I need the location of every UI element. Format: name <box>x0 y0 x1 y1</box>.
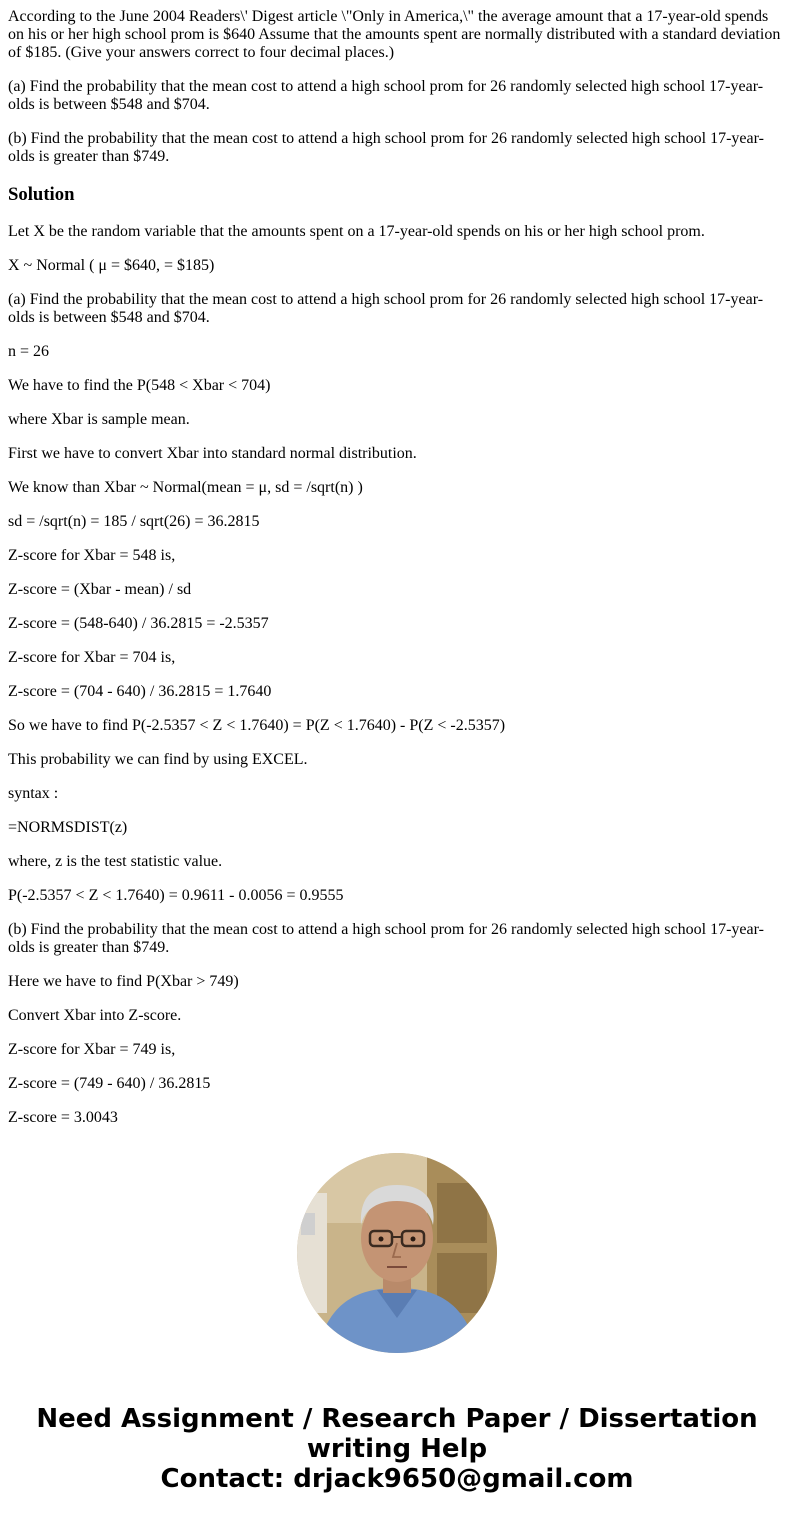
question-part-b: (b) Find the probability that the mean cost to attend a high school prom for 26 randomly selected high school 17-year-olds is greater than $749. <box>8 130 764 165</box>
solution-line: We have to find the P(548 < Xbar < 704) <box>8 377 271 394</box>
solution-line: First we have to convert Xbar into standard normal distribution. <box>8 445 417 462</box>
solution-line: Z-score for Xbar = 704 is, <box>8 649 176 666</box>
solution-line: n = 26 <box>8 343 50 360</box>
solution-line: syntax : <box>8 785 59 802</box>
question-part-a: (a) Find the probability that the mean cost to attend a high school prom for 26 randomly selected high school 17-year-olds is between $548 and $704. <box>8 78 764 113</box>
footer-contact: Contact: drjack9650@gmail.com <box>160 1464 634 1494</box>
author-photo <box>297 1153 497 1353</box>
solution-line: X ~ Normal ( μ = $640, = $185) <box>8 257 215 274</box>
solution-line: Z-score = (704 - 640) / 36.2815 = 1.7640 <box>8 683 272 700</box>
solution-line: where, z is the test statistic value. <box>8 853 223 870</box>
solution-line: Z-score = 3.0043 <box>8 1109 118 1122</box>
solution-line: Z-score = (Xbar - mean) / sd <box>8 581 192 598</box>
solution-line: Z-score = (548-640) / 36.2815 = -2.5357 <box>8 615 269 632</box>
solution-line: We know than Xbar ~ Normal(mean = μ, sd = /sqrt(n) ) <box>8 479 363 496</box>
question-intro: According to the June 2004 Readers\' Digest article \"Only in America,\" the average amount that a 17-year-old spends on his or her high school prom is $640 Assume that the amounts spent are normally distributed with a standard deviation of $185. (Give your answers correct to four decimal places.) <box>8 8 781 61</box>
footer-banner <box>0 1404 794 1494</box>
footer-line-1: Need Assignment / Research Paper / Dissertation <box>36 1404 758 1434</box>
solution-lines <box>8 223 786 1122</box>
solution-line: So we have to find P(-2.5357 < Z < 1.7640) = P(Z < 1.7640) - P(Z < -2.5357) <box>8 717 506 734</box>
solution-line: This probability we can find by using EXCEL. <box>8 751 308 768</box>
solution-line: P(-2.5357 < Z < 1.7640) = 0.9611 - 0.0056 = 0.9555 <box>8 887 344 904</box>
solution-line: Z-score for Xbar = 548 is, <box>8 547 176 564</box>
solution-line: Here we have to find P(Xbar > 749) <box>8 973 239 990</box>
author-avatar <box>297 1153 497 1353</box>
solution-line: (b) Find the probability that the mean cost to attend a high school prom for 26 randomly selected high school 17-year-olds is greater than $749. <box>8 921 764 956</box>
solution-line: (a) Find the probability that the mean cost to attend a high school prom for 26 randomly selected high school 17-year-olds is between $548 and $704. <box>8 291 764 326</box>
solution-line: Z-score for Xbar = 749 is, <box>8 1041 176 1058</box>
solution-heading: Solution <box>8 184 75 205</box>
solution-line: where Xbar is sample mean. <box>8 411 190 428</box>
solution-line: sd = /sqrt(n) = 185 / sqrt(26) = 36.2815 <box>8 513 260 530</box>
solution-line: Let X be the random variable that the amounts spent on a 17-year-old spends on his or her high school prom. <box>8 223 705 240</box>
solution-line: Convert Xbar into Z-score. <box>8 1007 182 1024</box>
footer-line-2: writing Help <box>306 1434 488 1464</box>
document-body <box>8 0 786 1122</box>
solution-line: Z-score = (749 - 640) / 36.2815 <box>8 1075 211 1092</box>
solution-line: =NORMSDIST(z) <box>8 819 128 836</box>
